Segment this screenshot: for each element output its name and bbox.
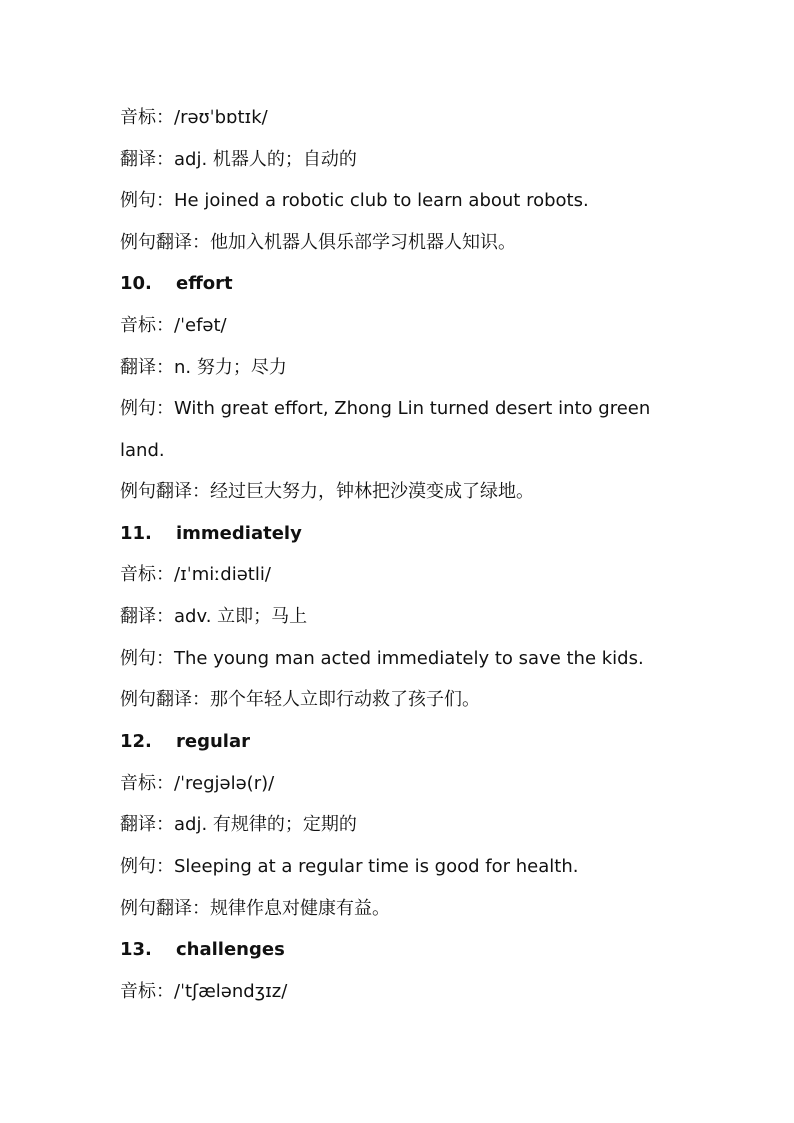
example-translation-label: 例句翻译： (120, 689, 210, 710)
example-label: 例句： (120, 648, 174, 669)
word-number: 10. (120, 273, 152, 294)
phonetic-label: 音标： (120, 564, 174, 585)
translation-line (120, 147, 690, 173)
word-title: regular (176, 731, 250, 752)
word-heading (120, 729, 690, 755)
example-translation-label: 例句翻译： (120, 232, 210, 253)
phonetic-text: /ˈefət/ (174, 315, 227, 336)
word-number: 12. (120, 731, 152, 752)
example-translation-line (120, 687, 690, 713)
phonetic-line (120, 979, 690, 1005)
example-text: Sleeping at a regular time is good for health. (174, 856, 579, 877)
example-label: 例句： (120, 190, 174, 211)
translation-text: adj. 有规律的；定期的 (174, 814, 357, 835)
word-heading (120, 937, 690, 963)
phonetic-text: /ɪˈmiːdiətli/ (174, 564, 271, 585)
example-text: The young man acted immediately to save the kids. (174, 648, 644, 669)
word-heading (120, 271, 690, 297)
phonetic-line (120, 313, 690, 339)
example-translation-text: 那个年轻人立即行动救了孩子们。 (210, 689, 480, 710)
example-line (120, 646, 690, 672)
example-translation-label: 例句翻译： (120, 898, 210, 919)
translation-line (120, 812, 690, 838)
translation-text: adj. 机器人的；自动的 (174, 149, 357, 170)
word-title: effort (176, 273, 233, 294)
example-translation-text: 经过巨大努力，钟林把沙漠变成了绿地。 (210, 481, 534, 502)
word-title: challenges (176, 939, 285, 960)
example-translation-line (120, 230, 690, 256)
phonetic-text: /rəʊˈbɒtɪk/ (174, 107, 268, 128)
phonetic-text: /ˈregjələ(r)/ (174, 773, 275, 794)
example-label: 例句： (120, 856, 174, 877)
word-number: 11. (120, 523, 152, 544)
translation-line (120, 355, 690, 381)
phonetic-line (120, 771, 690, 797)
translation-label: 翻译： (120, 149, 174, 170)
phonetic-line (120, 105, 690, 131)
example-line (120, 854, 690, 880)
example-text: He joined a robotic club to learn about robots. (174, 190, 589, 211)
example-translation-line (120, 479, 690, 505)
translation-text: n. 努力；尽力 (174, 357, 287, 378)
example-text-continued: land. (120, 440, 165, 461)
translation-label: 翻译： (120, 606, 174, 627)
phonetic-label: 音标： (120, 107, 174, 128)
translation-line (120, 604, 690, 630)
phonetic-label: 音标： (120, 773, 174, 794)
word-heading (120, 521, 690, 547)
example-text: With great effort, Zhong Lin turned desert into green (174, 398, 651, 419)
phonetic-label: 音标： (120, 315, 174, 336)
example-line (120, 396, 690, 422)
example-label: 例句： (120, 398, 174, 419)
word-title: immediately (176, 523, 302, 544)
phonetic-text: /ˈtʃæləndʒɪz/ (174, 981, 288, 1002)
translation-label: 翻译： (120, 357, 174, 378)
example-translation-text: 规律作息对健康有益。 (210, 898, 390, 919)
example-translation-line (120, 896, 690, 922)
example-line-continued (120, 438, 690, 464)
example-line (120, 188, 690, 214)
phonetic-label: 音标： (120, 981, 174, 1002)
phonetic-line (120, 562, 690, 588)
word-number: 13. (120, 939, 152, 960)
example-translation-text: 他加入机器人俱乐部学习机器人知识。 (210, 232, 516, 253)
translation-text: adv. 立即；马上 (174, 606, 308, 627)
translation-label: 翻译： (120, 814, 174, 835)
example-translation-label: 例句翻译： (120, 481, 210, 502)
